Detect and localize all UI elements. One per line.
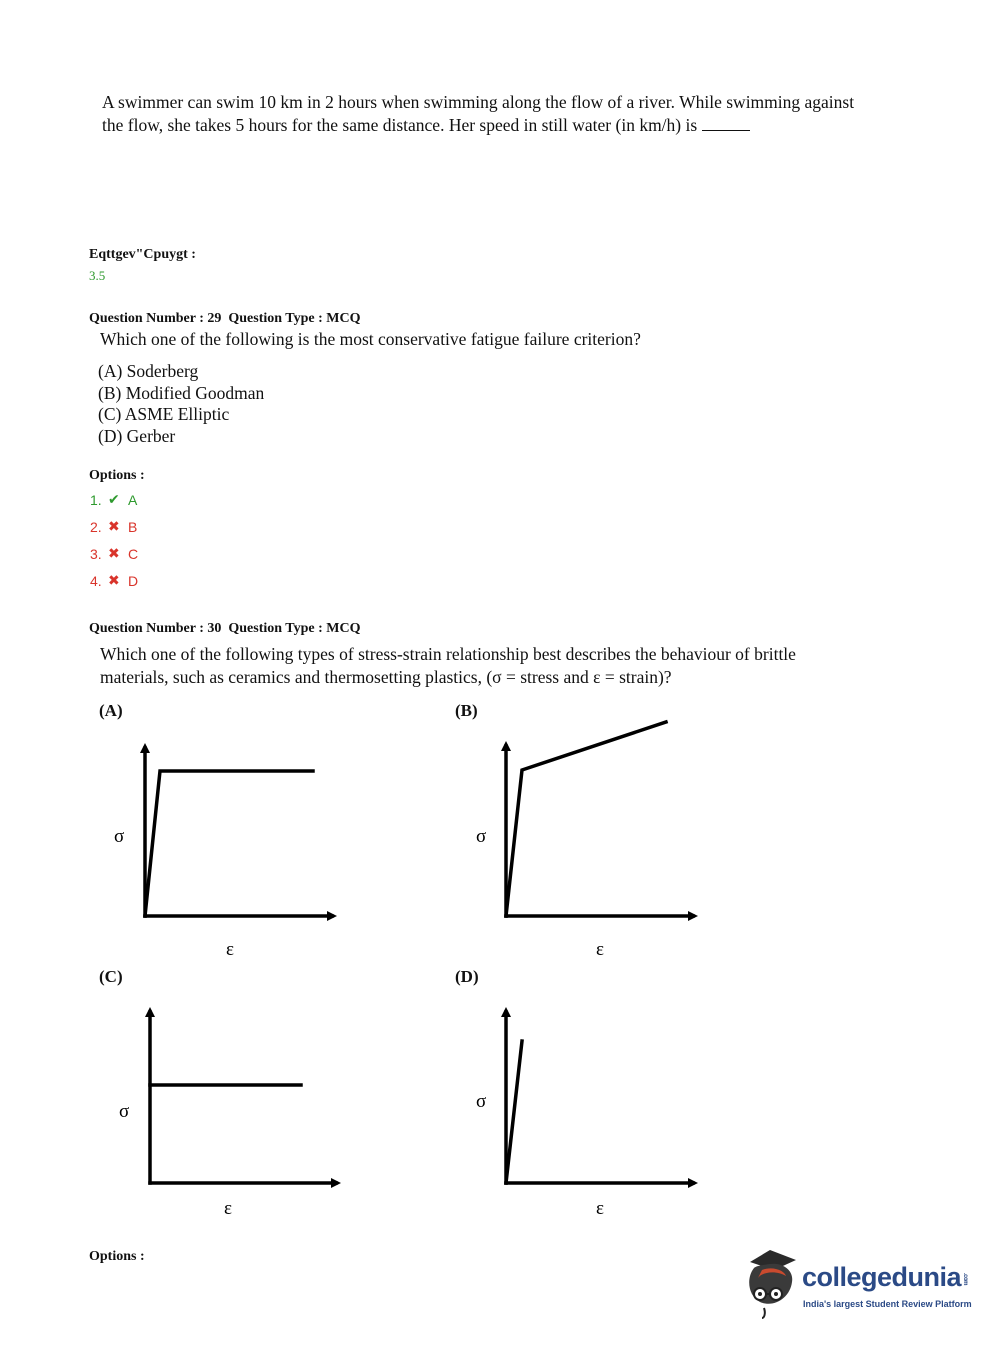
graph-b-label: (B)	[455, 701, 478, 720]
q30-meta: Question Number : 30 Question Type : MCQ	[89, 621, 361, 636]
logo-tagline: India's largest Student Review Platform	[803, 1299, 972, 1309]
graph-d-label: (D)	[455, 967, 479, 986]
logo-name: collegedunia	[802, 1262, 962, 1292]
option-number: 3.	[90, 545, 102, 562]
q30-options-label: Options :	[89, 1249, 145, 1264]
collegedunia-logo	[742, 1248, 982, 1320]
graph-c-xlabel: ε	[224, 1198, 232, 1219]
graph-d-xlabel: ε	[596, 1198, 604, 1219]
option-number: 2.	[90, 518, 102, 535]
q28-answer-label: Eqttgev"Cpuygt :	[89, 247, 196, 262]
graph-b-ylabel: σ	[476, 826, 487, 847]
graph-d-ylabel: σ	[476, 1091, 487, 1112]
graph-b-xlabel: ε	[596, 939, 604, 960]
graph-a-ylabel: σ	[114, 826, 125, 847]
cross-icon: ✖	[108, 572, 120, 588]
q29-choice-a: (A) Soderberg	[98, 361, 199, 381]
option-letter: D	[128, 572, 139, 589]
option-number: 4.	[90, 572, 102, 589]
option-letter: B	[128, 518, 138, 535]
graph-c-ylabel: σ	[119, 1101, 130, 1122]
q29-choice-d: (D) Gerber	[98, 425, 176, 446]
check-icon: ✔	[108, 491, 120, 507]
q29-choice-b: (B) Modified Goodman	[98, 382, 265, 403]
graph-b-curve	[506, 722, 666, 916]
graph-d-curve	[506, 1041, 522, 1183]
q29-question: Which one of the following is the most conservative fatigue failure criterion?	[100, 329, 641, 349]
graph-c-label: (C)	[99, 967, 123, 986]
graph-a-label: (A)	[99, 701, 123, 720]
cross-icon: ✖	[108, 545, 120, 561]
graph-a	[145, 748, 332, 916]
graph-d	[506, 1012, 693, 1183]
q29-meta: Question Number : 29 Question Type : MCQ	[89, 311, 361, 326]
q30-line-1: Which one of the following types of stress-strain relationship best describes the behaviour of brittle	[100, 644, 796, 664]
q29-choice-c: (C) ASME Elliptic	[98, 404, 230, 424]
q29-options-label: Options :	[89, 468, 145, 483]
cross-icon: ✖	[108, 518, 120, 534]
q30-line-2: materials, such as ceramics and thermosetting plastics, (σ = stress and ε = strain)?	[100, 667, 672, 687]
graph-b	[506, 722, 693, 916]
graph-a-curve	[145, 771, 313, 916]
mascot-icon	[742, 1248, 804, 1320]
q28-question: A swimmer can swim 10 km in 2 hours when swimming along the flow of a river. While swimming against the flow, she takes 5 hours for the same distance. Her speed in still water (in km/h) is	[102, 92, 855, 135]
option-letter: A	[128, 491, 138, 508]
q28-answer-value: 3.5	[89, 268, 106, 283]
logo-wordmark	[802, 1262, 971, 1293]
graph-a-xlabel: ε	[226, 939, 234, 960]
logo-suffix: .com	[962, 1272, 969, 1285]
option-letter: C	[128, 545, 139, 562]
option-number: 1.	[90, 491, 102, 508]
graph-c	[150, 1012, 336, 1183]
